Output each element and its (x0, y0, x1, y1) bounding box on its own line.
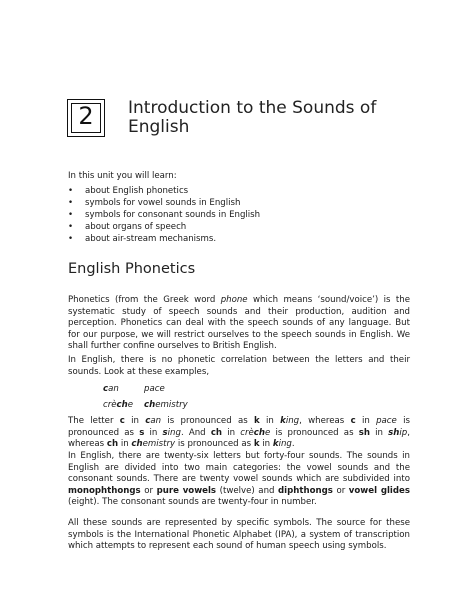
chapter-title (128, 99, 428, 137)
bullet-icon: • (68, 222, 74, 232)
paragraph-letter-examples: The letter c in can is pronounced as k in king, whereas c in pace is pronounced as s in sing. And ch in crèche is pronounced as sh in ship, whereas ch in chemistry is pronounced as k in king. (68, 416, 410, 450)
list-item (68, 209, 260, 221)
chapter-number: 2 (78, 102, 94, 130)
example-creche: crèche (103, 400, 134, 410)
section-heading: English Phonetics (68, 261, 196, 277)
paragraph-phonetics-definition: Phonetics (from the Greek word phone which means ‘sound/voice’) is the systematic study of speech sounds and their production, audition and perception. Phonetics can deal with the speech sounds of any language. But for our purpose, we will restrict ourselves to the speech sounds in English. We shall further confine ourselves to British English. (68, 295, 410, 352)
intro-text: In this unit you will learn: (68, 171, 177, 181)
paragraph-sound-categories: In English, there are twenty-six letters but forty-four sounds. The sounds in English are divided into two main categories: the vowel sounds and the consonant sounds. There are twenty vowel sounds which are subdivided into monophthongs or pure vowels (twelve) and diphthongs or vowel glides (eight). The consonant sounds are twenty-four in number. (68, 451, 410, 508)
list-item-text: symbols for vowel sounds in English (85, 198, 241, 208)
paragraph-no-correlation: In English, there is no phonetic correlation between the letters and their sounds. Look at these examples, (68, 355, 410, 377)
bullet-icon: • (68, 186, 74, 196)
list-item-text: symbols for consonant sounds in English (85, 210, 261, 220)
paragraph-ipa-symbols: All these sounds are represented by specific symbols. The source for these symbols is the International Phonetic Alphabet (IPA), a system of transcription which attempts to represent each sound of human speech using symbols. (68, 518, 410, 552)
list-item-text: about air-stream mechanisms. (85, 234, 217, 244)
chapter-number-box (67, 99, 105, 137)
list-item (68, 233, 260, 245)
example-chemistry: chemistry (144, 400, 188, 410)
list-item (68, 185, 260, 197)
list-item-text: about organs of speech (85, 222, 187, 232)
list-item-text: about English phonetics (85, 186, 189, 196)
example-pace: pace (144, 384, 165, 394)
learning-objectives-list (68, 185, 260, 245)
chapter-title-line2: English (128, 117, 190, 137)
chapter-title-line1: Introduction to the Sounds of (128, 98, 377, 118)
bullet-icon: • (68, 210, 74, 220)
list-item (68, 221, 260, 233)
bullet-icon: • (68, 234, 74, 244)
example-can: can (103, 384, 119, 394)
bullet-icon: • (68, 198, 74, 208)
list-item (68, 197, 260, 209)
